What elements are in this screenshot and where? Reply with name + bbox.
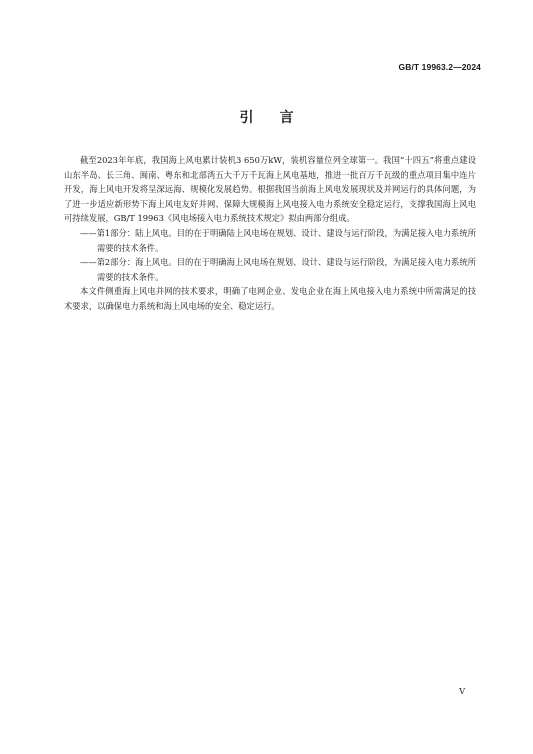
list-item-part-1: ——第1部分：陆上风电。目的在于明确陆上风电场在规划、设计、建设与运行阶段，为满足接入电力系统所需要的技术条件。: [80, 227, 476, 253]
list-item-part-2: ——第2部分：海上风电。目的在于明确海上风电场在规划、设计、建设与运行阶段，为满足接入电力系统所需要的技术条件。: [80, 257, 476, 282]
paragraph-scope: 本文件侧重海上风电并网的技术要求，明确了电网企业、发电企业在海上风电接入电力系统中所需满足的技术要求，以确保电力系统和海上风电场的安全、稳定运行。: [64, 286, 476, 311]
document-number: GB/T 19963.2—2024: [398, 62, 481, 72]
paragraph-intro: 截至2023年年底，我国海上风电累计装机3 650万kW，装机容量位列全球第一。我国“十四五”将重点建设山东半岛、长三角、闽南、粤东和北部湾五大千万千瓦海上风电基地，推进一批百万千瓦级的重点项目集中连片开发，海上风电开发将呈深远海、规模化发展趋势。根据我国当前海上风电发展现状及并网运行的具体问题，为了进一步适应新形势下海上风电友好并网、保障大规模海上风电接入电力系统安全稳定运行，支撑我国海上风电可持续发展，GB/T 19963《风电场接入电力系统技术规定》拟由两部分组成。: [64, 155, 476, 224]
page-number: V: [459, 687, 465, 696]
body-text: [64, 153, 476, 314]
page-title: 引言: [239, 110, 320, 126]
